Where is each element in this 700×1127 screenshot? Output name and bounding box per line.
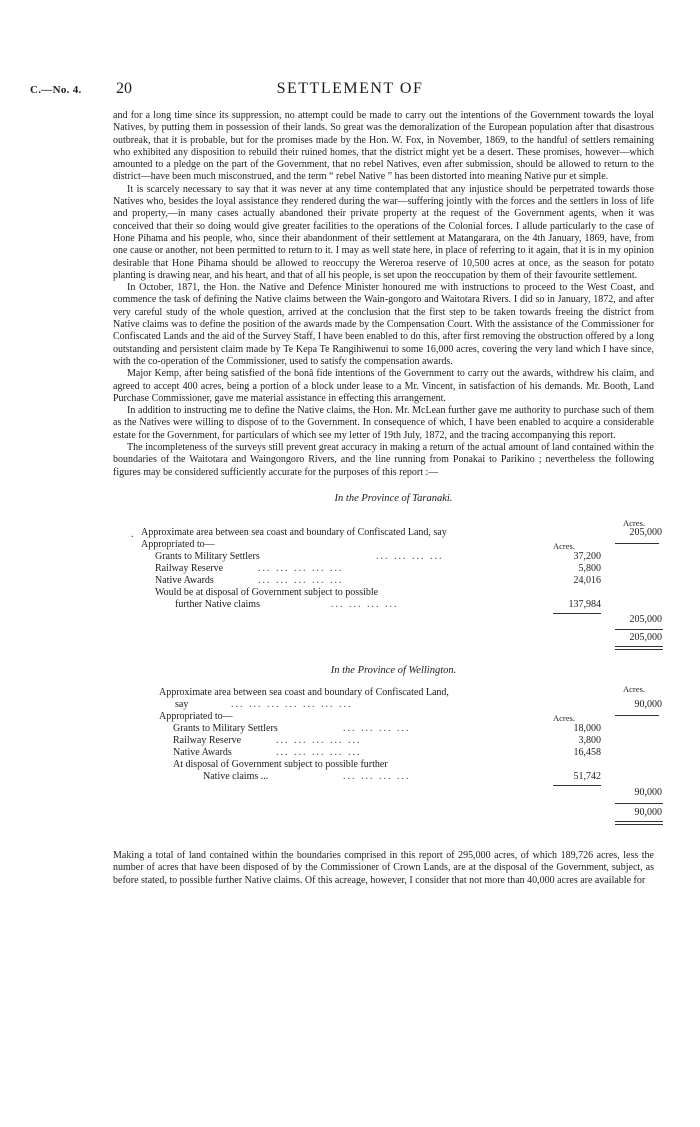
- double-rule: [615, 646, 663, 650]
- body-text: [113, 110, 662, 887]
- unit-label: Acres.: [623, 517, 645, 528]
- item-row: [113, 575, 654, 587]
- leader-dots: ... ... ... ... ... ... ...: [231, 698, 353, 710]
- item-label: Native Awards: [155, 574, 214, 586]
- appropriated-label: Appropriated to—: [159, 710, 233, 722]
- leader-dots: ... ... ... ... ...: [258, 574, 344, 586]
- item-value: 3,800: [578, 734, 601, 746]
- sub-unit-label: Acres.: [553, 540, 575, 551]
- total-value: 90,000: [634, 698, 662, 710]
- paragraph: In October, 1871, the Hon. the Native and Defence Minister honoured me with instructions to proceed to the West Coast, and commence the task of defining the Native claims between the Wain-gongoro and Waitotara Rivers. I did so in January, 1872, and after very careful study of the whole question, arrived at the conclusion that the first step to be taken towards freeing the district from Native claims was to define the position of the awards made by the Compensation Court. With the assistance of the Commissioner for Confiscated Lands and the aid of the Survey Staff, I have been enabled to do this, after first removing the obstruction offered by a long outstanding and persistent claim made by Te Kepa Te Rangihiwenui to some 16,000 acres, covering the very land which I have since, with the co-operation of the Commissioner, used to satisfy the compensation awards.: [113, 282, 654, 367]
- item-label: Railway Reserve: [155, 562, 224, 574]
- item-value: 24,016: [573, 574, 601, 586]
- wellington-table: [113, 664, 662, 840]
- paragraph: In addition to instructing me to define the Native claims, the Hon. Mr. McLean further gave me authority to purchase such of them as the Natives were willing to dispose of to the Government. In consequence of which, I have been enabled to acquire a considerable estate for the Government, for particulars of which see my letter of 19th July, 1872, and the tracing accompanying this report.: [113, 405, 654, 441]
- leader-dots: ... ... ... ...: [343, 722, 411, 734]
- item-row: [113, 551, 654, 563]
- item-label: Native Awards: [173, 746, 232, 758]
- sum-row: [113, 786, 662, 799]
- document-reference: C.—No. 4.: [30, 84, 82, 96]
- item-row: [113, 735, 654, 747]
- total-row: [113, 526, 662, 539]
- disposal-value: 51,742: [573, 770, 601, 782]
- paragraph: and for a long time since its suppression, no attempt could be made to carry out the intentions of the Government towards the loyal Natives, by putting them in possession of their lands. So great was the demoralization of the European population after that disastrous outbreak, that it is probable, but for the promises made by the Hon. W. Fox, in November, 1869, to the handful of settlers remaining who exhibited any disposition to rebuild their ruined homes, that the district might yet be a desert. These promises, however—which amounted to a pledge on the part of the Government, that no rebel Natives, even after submission, should be allowed to return to the district—have been much misconstrued, and the term “ rebel Native ” has been distorted into meaning Native pur et simple.: [113, 110, 654, 183]
- item-row: [113, 723, 654, 735]
- appropriated-label: Appropriated to—: [141, 538, 215, 550]
- grand-total-value: 205,000: [629, 631, 662, 643]
- taranaki-table: [113, 492, 662, 651]
- sum-value: 205,000: [629, 613, 662, 625]
- leader-dots: ... ... ... ...: [343, 770, 411, 782]
- appropriated-row: [113, 539, 654, 551]
- disposal-label: Would be at disposal of Government subject to possible: [155, 586, 379, 598]
- paragraph: Major Kemp, after being satisfied of the bonâ fide intentions of the Government to carry out the awards, withdrew his claim, and agreed to accept 400 acres, being a portion of a block under lease to a Mr. Vincent, in satisfaction of his demands. Mr. Booth, Land Purchase Commissioner, gave me material assistance in effecting this arrangement.: [113, 368, 654, 404]
- sum-row: [113, 613, 662, 626]
- table-caption: In the Province of Wellington.: [330, 664, 457, 676]
- item-row: [113, 563, 654, 575]
- running-header: [0, 80, 700, 102]
- margin-mark: .: [131, 528, 134, 540]
- leader-dots: ... ... ... ... ...: [276, 734, 362, 746]
- paragraph: The incompleteness of the surveys still prevent great accuracy in making a return of the actual amount of land contained within the boundaries of the Waitotara and Waingongoro Rivers, and the line running from Ponakai to Parikino ; nevertheless the following figures may be considered sufficiently accurate for the purposes of this report :—: [113, 442, 654, 478]
- grand-total-row: [113, 806, 662, 819]
- item-label: Grants to Military Settlers: [155, 550, 260, 562]
- leader-dots: ... ... ... ... ...: [276, 746, 362, 758]
- total-label: Approximate area between sea coast and boundary of Confiscated Land,: [159, 686, 449, 698]
- sub-unit-label: Acres.: [553, 712, 575, 723]
- grand-total-row: [113, 631, 662, 644]
- item-row: [113, 747, 654, 759]
- disposal-row: [113, 587, 654, 599]
- total-label: say: [175, 698, 189, 710]
- rule: [615, 803, 663, 804]
- running-title: SETTLEMENT OF: [276, 80, 424, 97]
- total-label: Approximate area between sea coast and boundary of Confiscated Land, say: [141, 526, 447, 538]
- page-number: 20: [116, 80, 132, 97]
- table-caption: In the Province of Taranaki.: [334, 492, 453, 504]
- item-value: 18,000: [573, 722, 601, 734]
- grand-total-value: 90,000: [634, 806, 662, 818]
- double-rule: [615, 821, 663, 825]
- item-value: 37,200: [573, 550, 601, 562]
- disposal-label: further Native claims: [175, 598, 260, 610]
- total-row: [113, 698, 662, 711]
- appropriated-row: [113, 711, 654, 723]
- leader-dots: ... ... ... ... ...: [258, 562, 344, 574]
- item-label: Grants to Military Settlers: [173, 722, 278, 734]
- disposal-row: [113, 759, 654, 771]
- paragraph: It is scarcely necessary to say that it was never at any time contemplated that any injustice should be perpetrated towards those Natives who, besides the loyal assistance they rendered during the war—suffering jointly with the forces and the settlers in loss of life and property,—in many cases actually abandoned their private property at the request of the Government agents, when it was conceived that their so doing would give greater facilities to the operations of the Colonial forces. I allude particularly to the case of Hone Pihama and his people, who, since their abandonment of their settlement at Matangarara, on the 4th January, 1869, have, from one cause or another, not been permitted to return to it. I may as well state here, in place of referring to it again, that it is in my opinion desirable that Hone Pihama should be allowed to reoccupy the Wereroa reserve of 10,500 acres at once, as the season for potato planting is drawing near, and his heart, and that of all his people, is set upon the reoccupation by them of their favourite settlement.: [113, 183, 654, 281]
- disposal-row: [113, 771, 654, 783]
- disposal-value: 137,984: [568, 598, 601, 610]
- sum-value: 90,000: [634, 786, 662, 798]
- disposal-label: Native claims ...: [203, 770, 269, 782]
- disposal-row: [113, 599, 654, 611]
- unit-label: Acres.: [623, 683, 645, 694]
- item-value: 5,800: [578, 562, 601, 574]
- item-label: Railway Reserve: [173, 734, 242, 746]
- leader-dots: ... ... ... ...: [331, 598, 399, 610]
- rule: [615, 629, 663, 630]
- leader-dots: ... ... ... ...: [376, 550, 444, 562]
- total-row: [113, 687, 654, 699]
- item-value: 16,458: [573, 746, 601, 758]
- closing-paragraph: Making a total of land contained within the boundaries comprised in this report of 295,000 acres, of which 189,726 acres, less the number of acres that have been disposed of by the Commissioner of Crown Lands, are at the disposal of the Government, subject, as before stated, to possible further Native claims. Of this acreage, however, I consider that not more than 40,000 acres are available for: [113, 849, 654, 886]
- disposal-label: At disposal of Government subject to possible further: [173, 758, 388, 770]
- total-value: 205,000: [629, 526, 662, 538]
- rule: [553, 785, 601, 786]
